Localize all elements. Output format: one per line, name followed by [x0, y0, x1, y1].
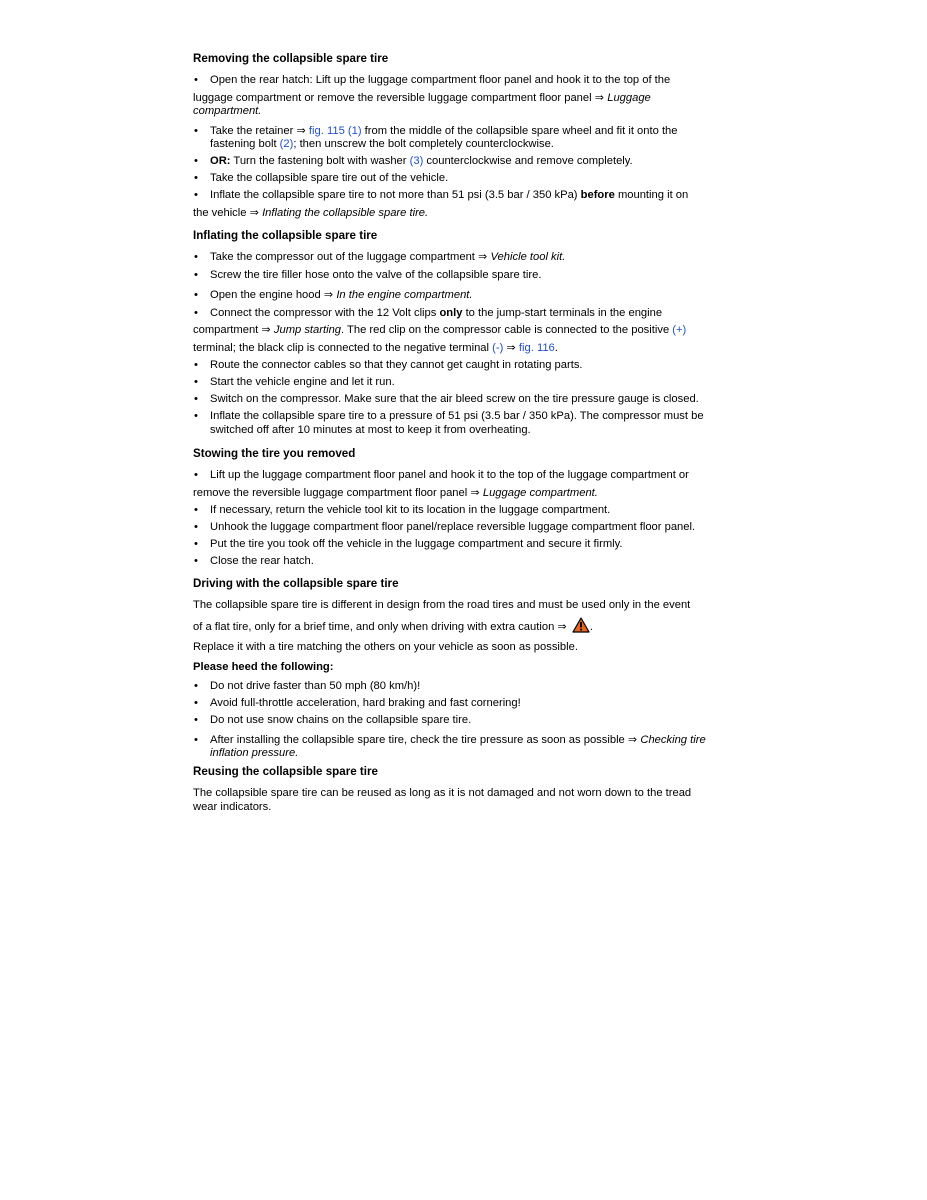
crossref-link[interactable]: Jump starting	[273, 324, 342, 336]
figure-link[interactable]: fig. 115 (1)	[308, 124, 362, 137]
section-reusing	[193, 765, 713, 819]
list-item: • Take the retainer ⇒ fig. 115 (1) from the middle of the collapsible spare wheel and fit it onto the fastening bolt (2); then unscrew the bolt completely counterclockwise.	[194, 124, 678, 150]
list-item-continued: the vehicle ⇒ Inflating the collapsible spare tire.	[193, 206, 429, 219]
section-title: Driving with the collapsible spare tire	[193, 577, 399, 590]
section-inflating	[193, 229, 713, 441]
crossref-link[interactable]: In the engine compartment	[336, 289, 470, 301]
list-item-continued: compartment ⇒ Jump starting. The red clip on the compressor cable is connected to the positive (+)	[193, 324, 687, 336]
list-item: • Connect the compressor with the 12 Volt clips only to the jump-start terminals in the engine	[194, 306, 663, 319]
figure-link[interactable]: (2)	[279, 138, 294, 150]
figure-link[interactable]: (3)	[409, 155, 424, 167]
list-item: • Close the rear hatch.	[194, 555, 314, 567]
list-item: • If necessary, return the vehicle tool kit to its location in the luggage compartment.	[194, 504, 611, 516]
polarity-link[interactable]: (+)	[672, 324, 687, 336]
section-driving	[193, 577, 713, 764]
section-title: Inflating the collapsible spare tire	[193, 229, 378, 242]
list-item: • Put the tire you took off the vehicle in the luggage compartment and secure it firmly.	[194, 538, 623, 550]
section-title: Stowing the tire you removed	[193, 447, 356, 460]
list-item: • Inflate the collapsible spare tire to not more than 51 psi (3.5 bar / 350 kPa) before mounting it on	[194, 189, 689, 201]
warning-triangle-icon[interactable]	[572, 617, 590, 638]
section-title: Removing the collapsible spare tire	[193, 52, 389, 65]
list-item: • Inflate the collapsible spare tire to a pressure of 51 psi (3.5 bar / 350 kPa). The compressor must be switched off after 10 minutes at most to keep it from overheating.	[194, 410, 704, 436]
list-item: • Take the compressor out of the luggage compartment ⇒ Vehicle tool kit.	[194, 251, 566, 263]
list-item: • Do not drive faster than 50 mph (80 km/h)!	[194, 680, 421, 692]
list-item: • Open the rear hatch: Lift up the luggage compartment floor panel and hook it to the top of the	[194, 74, 671, 86]
list-item: • Unhook the luggage compartment floor panel/replace reversible luggage compartment floor panel.	[194, 521, 696, 533]
paragraph: Replace it with a tire matching the others on your vehicle as soon as possible.	[193, 641, 578, 653]
list-item: • After installing the collapsible spare tire, check the tire pressure as soon as possible ⇒ Checking tire inflation pressure.	[194, 733, 706, 759]
list-item: • Open the engine hood ⇒ In the engine compartment.	[194, 289, 473, 301]
list-item-continued: terminal; the black clip is connected to the negative terminal (-) ⇒ fig. 116.	[193, 341, 558, 354]
polarity-link[interactable]: (-)	[492, 341, 504, 354]
list-item: • OR: Turn the fastening bolt with washer (3) counterclockwise and remove completely.	[194, 155, 633, 167]
paragraph: The collapsible spare tire is different in design from the road tires and must be used only in the event	[193, 599, 691, 611]
list-item: • Route the connector cables so that they cannot get caught in rotating parts.	[194, 359, 583, 371]
paragraph: The collapsible spare tire can be reused as long as it is not damaged and not worn down to the tread wear indicators.	[193, 787, 692, 813]
list-item: • Switch on the compressor. Make sure that the air bleed screw on the tire pressure gauge is closed.	[194, 393, 699, 405]
section-stowing	[193, 447, 713, 572]
crossref-link[interactable]: Inflating the collapsible spare tire	[262, 206, 426, 219]
figure-link[interactable]: fig. 116	[518, 341, 555, 354]
crossref-link[interactable]: Checking tire inflation pressure	[210, 733, 706, 759]
section-title: Reusing the collapsible spare tire	[193, 765, 378, 778]
list-item-continued: remove the reversible luggage compartment floor panel ⇒ Luggage compartment.	[193, 486, 598, 499]
crossref-link[interactable]: Vehicle tool kit	[490, 251, 563, 263]
list-item: • Start the vehicle engine and let it run.	[194, 376, 395, 388]
list-item: • Avoid full-throttle acceleration, hard braking and fast cornering!	[194, 697, 521, 709]
crossref-link[interactable]: Luggage compartment	[193, 91, 651, 117]
subheading: Please heed the following:	[193, 660, 334, 673]
crossref-link[interactable]: Luggage compartment	[482, 486, 595, 499]
list-item-continued: luggage compartment or remove the reversible luggage compartment floor panel ⇒ Luggage compartment.	[193, 91, 651, 117]
list-item: • Lift up the luggage compartment floor panel and hook it to the top of the luggage compartment or	[194, 469, 689, 481]
list-item: • Screw the tire filler hose onto the valve of the collapsible spare tire.	[194, 268, 542, 281]
section-removing	[193, 52, 713, 220]
list-item: • Take the collapsible spare tire out of the vehicle.	[194, 172, 449, 184]
paragraph: of a flat tire, only for a brief time, and only when driving with extra caution ⇒ .	[193, 617, 713, 638]
list-item: • Do not use snow chains on the collapsible spare tire.	[194, 714, 472, 726]
